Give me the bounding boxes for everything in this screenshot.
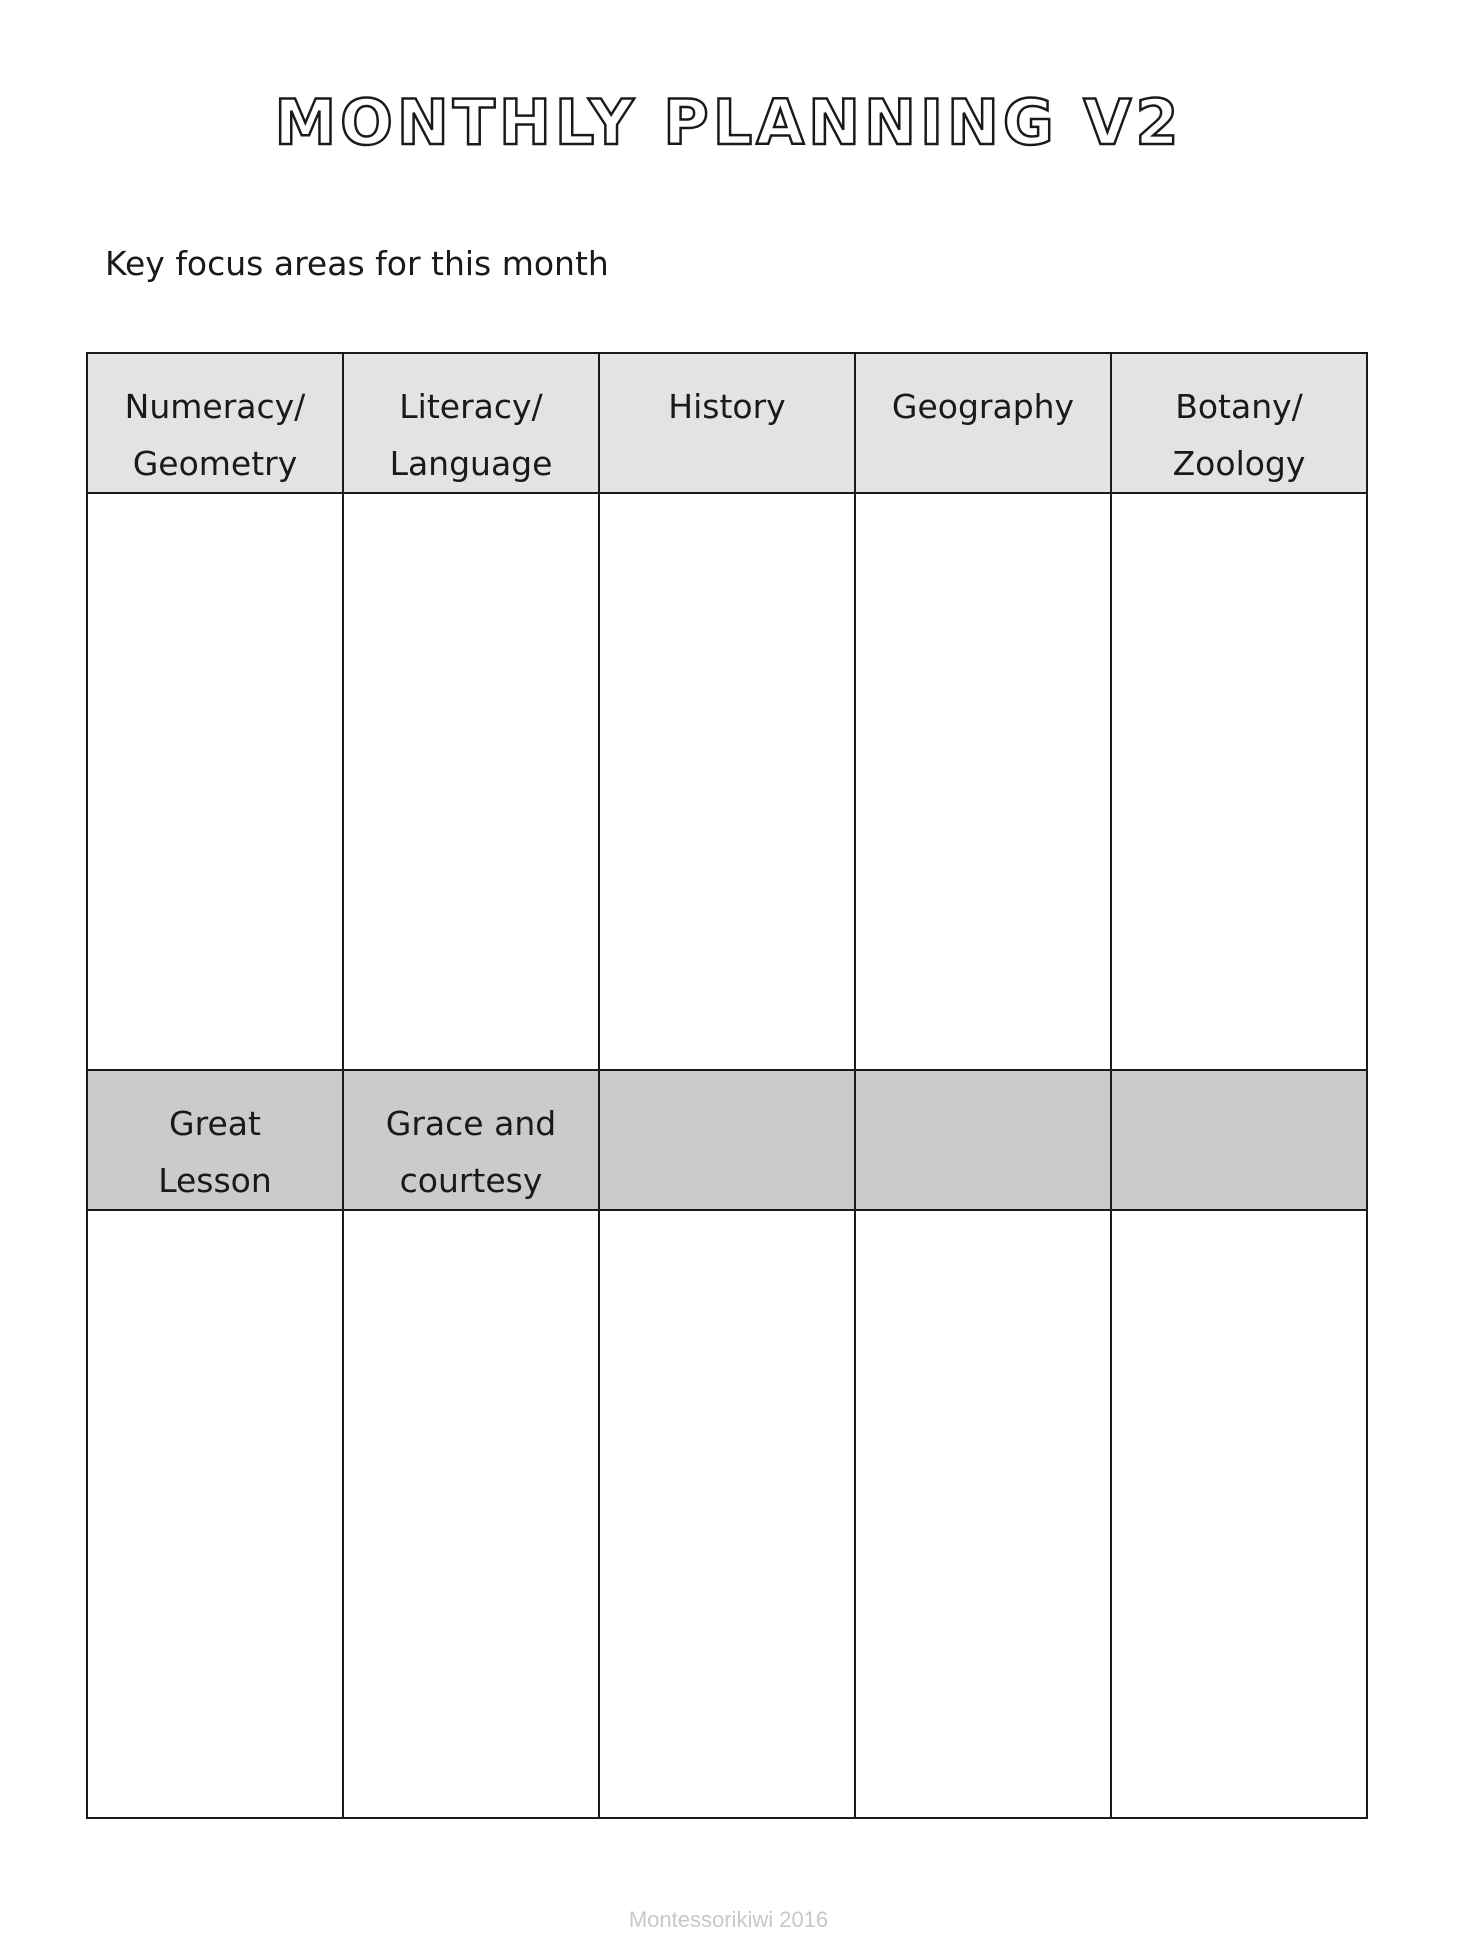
header-label [1112,1071,1366,1095]
header-label: Grace and courtesy [385,1104,557,1200]
header-label: Botany/ Zoology [1172,387,1306,483]
header-row-2 [87,1070,1367,1210]
header-label: Numeracy/ Geometry [124,387,306,483]
header-cell-history [599,353,855,493]
writing-cell[interactable] [599,493,855,1070]
writing-cell[interactable] [855,1210,1111,1818]
header-cell-blank [599,1070,855,1210]
header-label: Great Lesson [158,1104,272,1200]
header-label [600,1071,854,1095]
writing-row-1 [87,493,1367,1070]
header-cell-great-lesson [87,1070,343,1210]
writing-cell[interactable] [1111,1210,1367,1818]
header-row-1 [87,353,1367,493]
writing-cell[interactable] [87,493,343,1070]
header-cell-literacy [343,353,599,493]
planning-table [86,352,1368,1819]
header-cell-geography [855,353,1111,493]
writing-cell[interactable] [343,1210,599,1818]
header-label: History [668,387,786,426]
header-cell-botany [1111,353,1367,493]
header-cell-blank [855,1070,1111,1210]
page-title: MONTHLY PLANNING V2 [274,86,1183,159]
header-cell-blank [1111,1070,1367,1210]
header-cell-numeracy [87,353,343,493]
writing-cell[interactable] [599,1210,855,1818]
writing-cell[interactable] [343,493,599,1070]
header-label [856,1071,1110,1095]
writing-cell[interactable] [855,493,1111,1070]
header-cell-grace-courtesy [343,1070,599,1210]
header-label: Literacy/ Language [389,387,553,483]
page-subtitle: Key focus areas for this month [105,244,609,283]
writing-cell[interactable] [87,1210,343,1818]
header-label: Geography [891,387,1075,426]
footer-credit: Montessorikiwi 2016 [628,1907,829,1932]
writing-cell[interactable] [1111,493,1367,1070]
writing-row-2 [87,1210,1367,1818]
